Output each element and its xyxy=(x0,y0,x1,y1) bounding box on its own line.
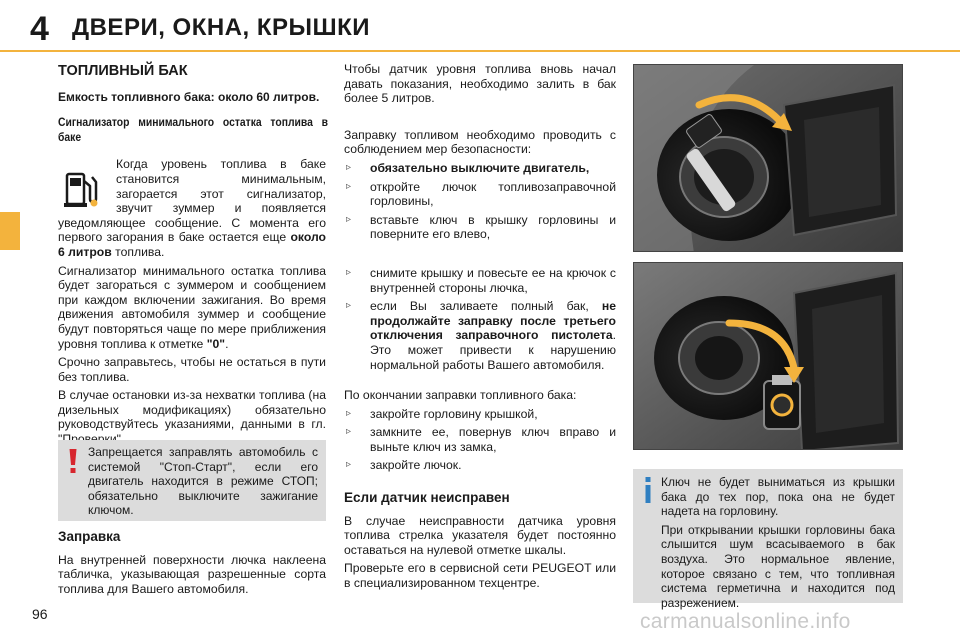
arrow-bullet-icon: ▹ xyxy=(346,300,352,312)
tank-capacity: Емкость топливного бака: около 60 литров. xyxy=(58,89,320,104)
watermark: carmanualsonline.info xyxy=(640,610,851,633)
low-fuel-title: Сигнализатор минимального остатка топлива в баке xyxy=(58,117,328,144)
chapter-title: ДВЕРИ, ОКНА, КРЫШКИ xyxy=(72,14,371,41)
safety-paragraph: Заправку топливом необходимо проводить с соблюдением мер безопасности: xyxy=(344,127,616,157)
section-title-fuel-tank: ТОПЛИВНЫЙ БАК xyxy=(58,63,188,79)
header-rule xyxy=(0,50,960,52)
warning-box xyxy=(58,440,326,521)
chapter-number: 4 xyxy=(30,10,49,48)
closing-bullets xyxy=(344,407,616,473)
info-text-air: При открывании крышки горловины бака слышится шум всасываемого в бак воздуха. Это нормальное явление, которое связано с тем, что топливная система герметична и находится под разрежением. xyxy=(661,522,895,610)
refuel-title: Заправка xyxy=(58,529,121,544)
list-item: ▹ вставьте ключ в крышку горловины и поверните его влево, xyxy=(346,212,616,242)
safety-bullets xyxy=(344,161,616,242)
list-item: ▹ обязательно выключите двигатель, xyxy=(346,160,590,175)
list-item: ▹ закройте горловину крышкой, xyxy=(346,406,538,421)
arrow-bullet-icon: ▹ xyxy=(346,161,352,173)
info-icon xyxy=(643,477,653,503)
arrow-bullet-icon: ▹ xyxy=(346,266,352,278)
refuel-urgent-paragraph: Срочно заправьтесь, чтобы не остаться в пути без топлива. xyxy=(58,355,326,384)
refuel-section xyxy=(58,530,326,600)
arrow-bullet-icon: ▹ xyxy=(346,213,352,225)
chapter-side-tab xyxy=(0,212,20,250)
fuel-pump-warning-icon xyxy=(60,161,110,213)
photo-cap-on-hook xyxy=(633,262,903,450)
arrow-bullet-icon: ▹ xyxy=(346,407,352,419)
left-column xyxy=(58,62,326,451)
list-item: ▹ замкните ее, повернув ключ вправо и выньте ключ из замка, xyxy=(346,425,616,454)
after-refuel-paragraph: По окончании заправки топливного бака: xyxy=(344,388,577,403)
arrow-bullet-icon: ▹ xyxy=(346,459,352,471)
low-fuel-paragraph: Когда уровень топлива в баке становится минимальным, загорается этот сигнализатор, звучит зуммер и появляется уведомляющее сообщение. С момента его первого загорания в баке остается еще около 6 литров топлива. xyxy=(58,157,326,259)
warning-text: Запрещается заправлять автомобиль с системой "Стоп-Старт", если его двигатель находится в режиме СТОП; обязательно выключите зажигание ключом. xyxy=(88,445,318,518)
arrow-bullet-icon: ▹ xyxy=(346,426,352,438)
exclamation-icon xyxy=(68,448,78,474)
refuel-text: На внутренней поверхности лючка наклеена табличка, указывающая разрешенные сорта топлива для Вашего автомобиля. xyxy=(58,552,326,596)
refuel-bullets xyxy=(344,266,616,372)
sensor-fault-paragraph: В случае неисправности датчика уровня топлива стрелка указателя будет постоянно оставаться на нулевой отметке шкалы. xyxy=(344,513,616,557)
list-item: ▹ если Вы заливаете полный бак, не продолжайте заправку после третьего отключения заправочного пистолета. Это может привести к нарушению нормальной работы Вашего автомобиля. xyxy=(346,299,616,372)
service-paragraph: Проверьте его в сервисной сети PEUGEOT или в специализированном техцентре. xyxy=(344,561,616,591)
buzzer-paragraph: Сигнализатор минимального остатка топлива будет загораться с зуммером и сообщением при каждом включении зажигания. Во время движения автомобиля зуммер и сообщение будут повторяться чаще по мере приближения уровня топлива к отметке "0". xyxy=(58,263,326,351)
arrow-bullet-icon: ▹ xyxy=(346,180,352,192)
page-number: 96 xyxy=(32,606,48,622)
list-item: ▹ откройте лючок топливозаправочной горловины, xyxy=(346,179,616,209)
sensor-fault-title: Если датчик неисправен xyxy=(344,490,510,506)
middle-column xyxy=(344,62,616,595)
list-item: ▹ закройте лючок. xyxy=(346,458,462,473)
photo-open-fuel-flap xyxy=(633,64,903,252)
list-item: ▹ снимите крышку и повесьте ее на крючок с внутренней стороны лючка, xyxy=(346,265,616,295)
sensor-intro-paragraph: Чтобы датчик уровня топлива вновь начал давать показания, необходимо залить в бак более 5 литров. xyxy=(344,62,616,106)
info-box xyxy=(633,469,903,610)
info-text-key: Ключ не будет выниматься из крышки бака до тех пор, пока она не будет надета на горловину. xyxy=(661,475,895,519)
diesel-paragraph: В случае остановки из-за нехватки топлива (на дизельных модификациях) обязательно руководствуйтесь указаниями, данными в гл. xyxy=(58,388,326,432)
